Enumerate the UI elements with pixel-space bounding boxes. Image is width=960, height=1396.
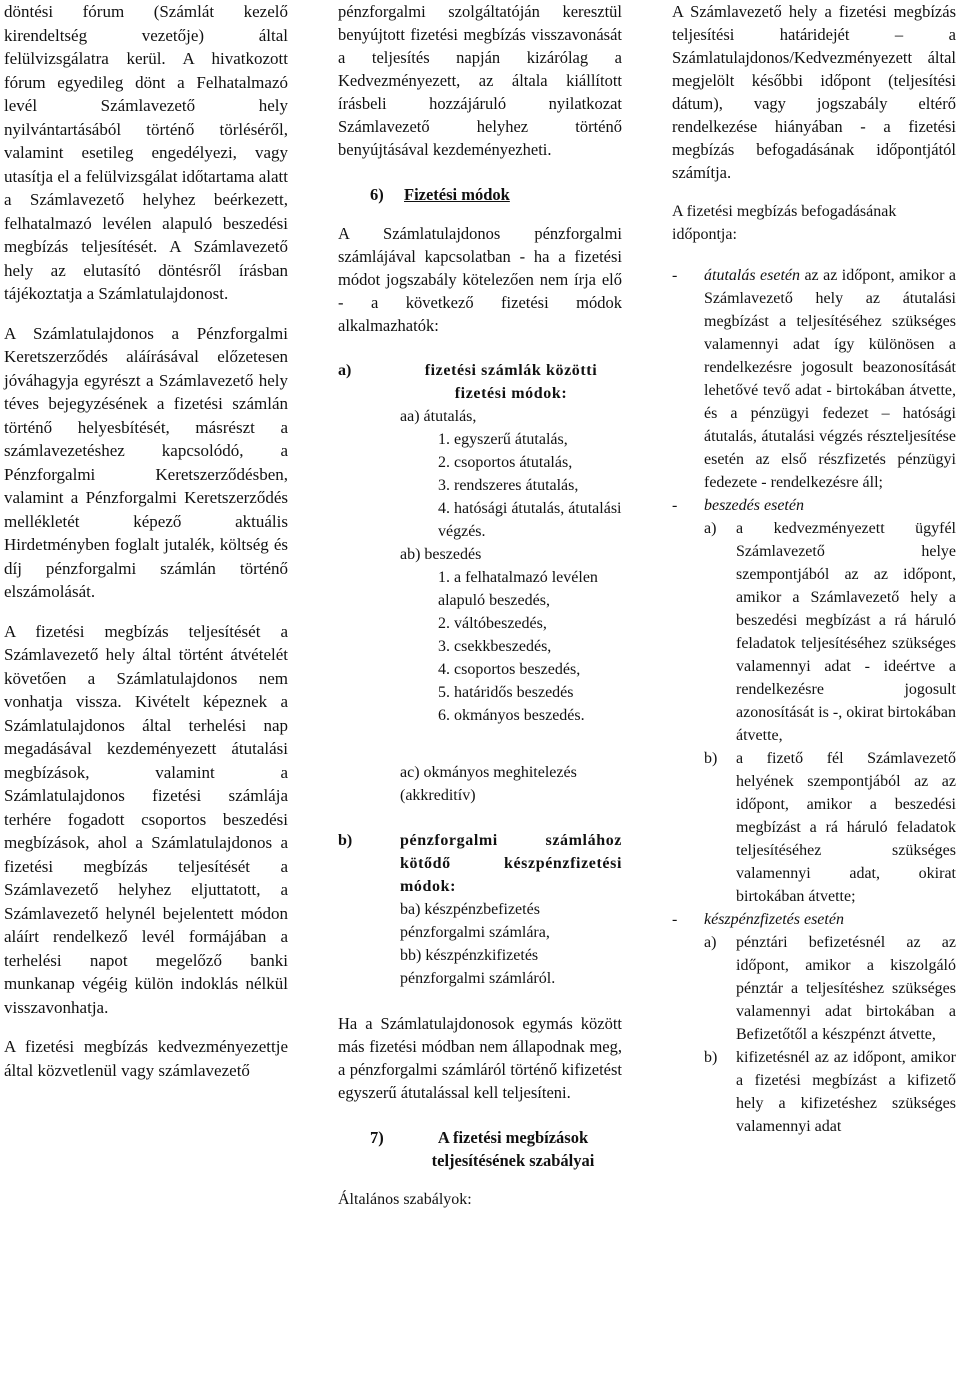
sub-text: a kedvezményezett ügyfél Számlavezető helye szempontjából az az időpont, amikor a Számlavezető hely a beszedési megbízást a rá háruló feladatok teljesítéséhez szükséges valamennyi adat - ideértve a rendelkezésre jogosult azonosítását is -, okirat birtokában átvette,: [736, 520, 956, 744]
section-title: Fizetési módok: [404, 185, 510, 204]
list-aa: [338, 428, 622, 543]
sub-item-collection-b: [672, 747, 956, 908]
dash-item-cash: [672, 908, 956, 931]
section-number: 6): [370, 185, 384, 204]
column-3: [672, 0, 956, 1138]
numbered-item: 2. csoportos átutalás,: [438, 454, 573, 471]
list-ab: [338, 566, 622, 727]
sub-item-bb: [338, 944, 622, 990]
section-number: 7): [370, 1128, 384, 1147]
sub-item-ab: ab) beszedés: [400, 546, 482, 563]
sub-item-cash-b: [672, 1046, 956, 1138]
sub-label: b): [704, 750, 718, 767]
numbered-item: 6. okmányos beszedés.: [438, 707, 585, 724]
numbered-item: 4. hatósági átutalás, átutalási végzés.: [438, 500, 622, 540]
paragraph-default-method: Ha a Számlatulajdonosok egymás között más fizetési módban nem állapodnak meg, a pénzforgalmi számláról történő kifizetést egyszerű átutalással kell teljesíteni.: [338, 1014, 622, 1102]
section-heading-7: [338, 1126, 622, 1172]
sub-text: kifizetésnél az az időpont, amikor a fizetési megbízást a kifizető hely a kifizetéshez szükséges valamennyi adat: [736, 1049, 956, 1135]
list-item-b: [338, 829, 622, 898]
sub-item-ba-text: ba) készpénzbefizetés pénzforgalmi számlára,: [400, 901, 550, 941]
dash-emphasis: készpénzfizetés esetén: [704, 911, 844, 928]
numbered-item: 5. határidős beszedés: [438, 684, 574, 701]
paragraph-general-rules: Általános szabályok:: [338, 1191, 472, 1208]
sub-text: a fizető fél Számlavezető helyének szempontjából az az időpont, amikor a beszedési megbízást a rá háruló feladatok teljesítéséhez szükséges valamennyi adat, okirat birtokában átvette;: [736, 750, 956, 905]
list-label: b): [338, 832, 353, 849]
sub-item-aa: aa) átutalás,: [400, 408, 477, 425]
section-heading-6: [338, 183, 622, 206]
numbered-item: 1. a felhatalmazó levélen alapuló beszedés,: [438, 569, 598, 609]
sub-item-collection-a: [672, 517, 956, 747]
list-title: fizetési számlák közötti fizetési módok:: [424, 362, 598, 402]
dash-body: az az időpont, amikor a Számlavezető hely az átutalási megbízást a teljesítéséhez szükséges valamennyi adat így különösen a rendelkezésre jogosult beazonosítását lehetővé tevő adat - birtokában átvette, és a pénzügyi fedezet – hatósági átutalás, átutalási végzés részteljesítése esetén az első részfizetés pénzügyi fedezete - rendelkezésre áll;: [704, 267, 956, 491]
dash-text: [704, 908, 956, 931]
numbered-item: 2. váltóbeszedés,: [438, 615, 547, 632]
sub-item-ac-text: ac) okmányos meghitelezés (akkreditív): [400, 764, 577, 804]
dash-emphasis: átutalás esetén: [704, 267, 800, 284]
sub-label: a): [704, 934, 717, 951]
dash-item-collection: [672, 494, 956, 517]
numbered-item: 4. csoportos beszedés,: [438, 661, 581, 678]
paragraph-review: döntési fórum (Számlát kezelő kirendeltség vezetője) által felülvizsgálatra kerül. A hivatkozott fórum egyedileg dönt a Felhatalmazó levél Számlavezető hely nyilvántartásából történő törléséről, valamint esetileg engedélyezi, vagy utasítja el a felülvizsgálat időtartama alatt a Számlavezető helyhez beérkezett, felhatalmazó levélen alapuló beszedési megbízás teljesítését. A Számlavezető hely az elutasító döntésről írásban tájékoztatja a Számlatulajdonost.: [4, 2, 288, 303]
sub-item-ac: [338, 761, 622, 807]
section-title: A fizetési megbízások teljesítésének szabályai: [431, 1128, 595, 1170]
sub-item-bb-text: bb) készpénzkifizetés pénzforgalmi számláról.: [400, 947, 556, 987]
dash-marker: -: [672, 267, 678, 284]
paragraph-beneficiary-cont: pénzforgalmi szolgáltatóján keresztül benyújtott fizetési megbízás visszavonását a teljesítés napján kizárólag a Kedvezményezett, az általa kiállított írásbeli hozzájáruló nyilatkozat Számlavezető helyhez történő benyújtásával kezdeményezheti.: [338, 2, 622, 159]
dash-marker: -: [672, 911, 678, 928]
paragraph-payment-methods: A Számlatulajdonos pénzforgalmi számlájával kapcsolatban - ha a fizetési módot jogszabály kötelezően nem írja elő - a következő fizetési módok alkalmazhatók:: [338, 224, 622, 335]
dash-marker: -: [672, 497, 678, 514]
paragraph-beneficiary: A fizetési megbízás kedvezményezettje által közvetlenül vagy számlavezető: [4, 1037, 288, 1080]
sub-label: b): [704, 1049, 718, 1066]
dash-text: [704, 494, 956, 517]
numbered-item: 1. egyszerű átutalás,: [438, 431, 568, 448]
sub-item-ba: [338, 898, 622, 944]
dash-emphasis: beszedés esetén: [704, 497, 804, 514]
paragraph-deadline: A Számlavezető hely a fizetési megbízás teljesítési határidejét – a Számlatulajdonos/Kedvezményezett által megjelölt későbbi időpont (teljesítési dátum), vagy jogszabály eltérő rendelkezése hiányában - a fizetési megbízás befogadásának időpontjától számítja.: [672, 2, 956, 182]
sub-label: a): [704, 520, 717, 537]
numbered-item: 3. csekkbeszedés,: [438, 638, 552, 655]
column-2: [338, 0, 622, 1211]
numbered-item: 3. rendszeres átutalás,: [438, 477, 579, 494]
sub-item-cash-a: [672, 931, 956, 1046]
list-item-a: [338, 359, 622, 405]
paragraph-acceptance-time: A fizetési megbízás befogadásának időpontja:: [672, 203, 897, 243]
paragraph-revocation: A fizetési megbízás teljesítését a Számlavezető hely által történt átvételét követően a Számlatulajdonos nem vonhatja vissza. Kivételt képeznek a Számlatulajdonos által terhelési nap megadásával kezdeményezett átutalási megbízások, valamint a Számlatulajdonos fizetési számlája terhére fogadott csoportos beszedési megbízások, ahol a Számlatulajdonos a fizetési megbízás teljesítését a Számlavezető helyhez eljuttatott, a Számlavezető helynél bejelentett módon aláírt rendelkező levél formájában a terhelési napot megelőző banki munkanap végéig külön indoklás nélkül visszavonhatja.: [4, 621, 288, 1017]
column-1: [4, 0, 288, 1082]
dash-item-transfer: [672, 264, 956, 494]
paragraph-approval: A Számlatulajdonos a Pénzforgalmi Keretszerződés aláírásával előzetesen jóváhagyja egyrészt a Számlavezető hely téves bejegyzésének a fizetési számlán történő helyesbítését, másrészt a számlavezetéshez kapcsolódó, a Pénzforgalmi Keretszerződésben, valamint a Pénzforgalmi Keretszerződés mellékletét képező aktuális Hirdetményben foglalt jutalék, költség és díj pénzforgalmi számlán történő elszámolását.: [4, 323, 288, 601]
list-label: a): [338, 362, 352, 379]
dash-text: [704, 264, 956, 494]
sub-text: pénztári befizetésnél az az időpont, amikor a kiszolgáló pénztár a teljesítéshez szükséges valamennyi adat birtokában a Befizetőtől a készpénzt átvette,: [736, 934, 956, 1043]
list-title: pénzforgalmi számlához kötődő készpénzfizetési módok:: [400, 832, 622, 895]
